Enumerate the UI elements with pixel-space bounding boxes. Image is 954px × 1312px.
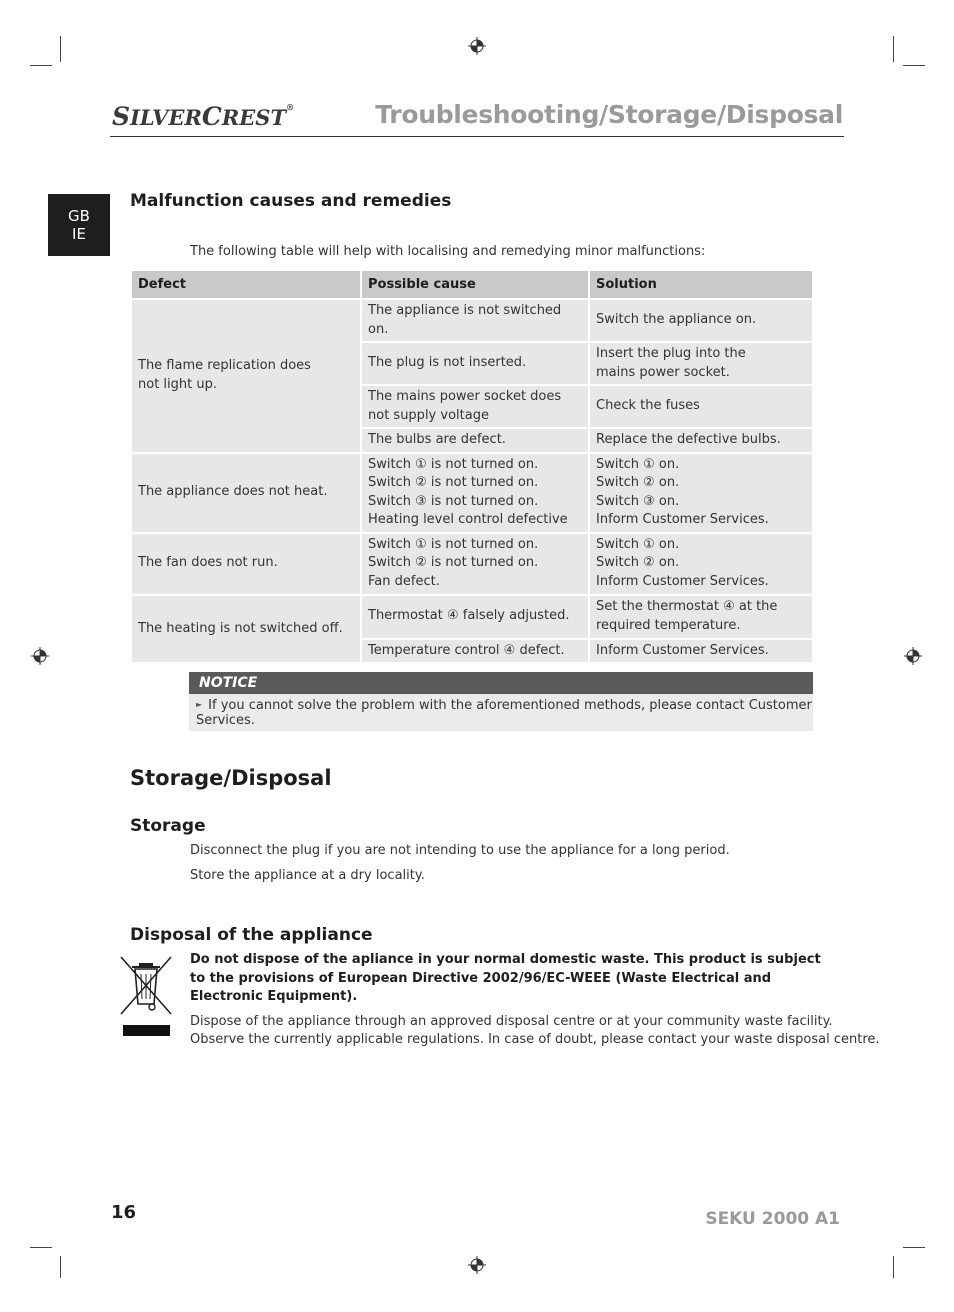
crop-mark	[60, 36, 61, 62]
crop-mark	[903, 1247, 925, 1248]
solution-cell: Set the thermostat ④ at the required temperature.	[589, 595, 813, 639]
model-name: SEKU 2000 A1	[705, 1209, 840, 1229]
notice-text-line	[189, 694, 813, 728]
registration-mark-icon	[468, 37, 486, 55]
defect-cell: The fan does not run.	[131, 533, 361, 595]
cause-cell: The appliance is not switched on.	[361, 299, 589, 342]
solution-cell: Check the fuses	[589, 385, 813, 428]
disposal-text: Observe the currently applicable regulations. In case of doubt, please contact your waste disposal centre.	[190, 1032, 880, 1047]
crop-mark	[30, 1247, 52, 1248]
solution-cell: Insert the plug into the mains power socket.	[589, 342, 813, 385]
cause-cell: Temperature control ④ defect.	[361, 639, 589, 664]
column-header: Possible cause	[361, 270, 589, 299]
solution-cell: Switch ① on. Switch ② on. Inform Customer Services.	[589, 533, 813, 595]
notice-box	[189, 672, 813, 731]
solution-cell: Switch the appliance on.	[589, 299, 813, 342]
header-divider	[110, 136, 844, 137]
cause-cell: Switch ① is not turned on. Switch ② is not turned on. Fan defect.	[361, 533, 589, 595]
notice-text: If you cannot solve the problem with the aforementioned methods, please contact Customer Services.	[196, 698, 812, 728]
storage-text: Store the appliance at a dry locality.	[190, 868, 425, 883]
cause-cell: The bulbs are defect.	[361, 428, 589, 453]
language-code: IE	[72, 225, 86, 243]
subheading-storage: Storage	[130, 816, 206, 836]
table-row	[131, 533, 813, 595]
subheading-disposal: Disposal of the appliance	[130, 925, 373, 945]
column-header: Solution	[589, 270, 813, 299]
solution-cell: Switch ① on. Switch ② on. Switch ③ on. Inform Customer Services.	[589, 453, 813, 533]
crop-mark	[30, 65, 52, 66]
defect-cell: The appliance does not heat.	[131, 453, 361, 533]
crop-mark	[893, 1256, 894, 1278]
notice-label: NOTICE	[189, 672, 813, 694]
language-code: GB	[68, 207, 90, 225]
defect-cell: The heating is not switched off.	[131, 595, 361, 664]
registration-mark-icon	[468, 1256, 486, 1274]
cause-cell: Thermostat ④ falsely adjusted.	[361, 595, 589, 639]
section-heading-malfunction: Malfunction causes and remedies	[130, 191, 452, 211]
solution-cell: Replace the defective bulbs.	[589, 428, 813, 453]
table-header-row	[131, 270, 813, 299]
language-tab	[48, 194, 110, 256]
page-number: 16	[111, 1202, 137, 1223]
disposal-warning: Do not dispose of the apliance in your normal domestic waste. This product is subject to the provisions of European Directive 2002/96/EC-WEEE (Waste Electrical and Electronic Equipment).	[190, 952, 821, 1004]
cause-cell: Switch ① is not turned on. Switch ② is not turned on. Switch ③ is not turned on. Heating level control defective	[361, 453, 589, 533]
storage-text: Disconnect the plug if you are not intending to use the appliance for a long period.	[190, 843, 730, 858]
cause-cell: The plug is not inserted.	[361, 342, 589, 385]
registration-mark-icon	[904, 647, 922, 665]
crop-mark	[893, 36, 894, 62]
registration-mark-icon	[31, 647, 49, 665]
solution-cell: Inform Customer Services.	[589, 639, 813, 664]
cause-cell: The mains power socket does not supply voltage	[361, 385, 589, 428]
malfunction-intro: The following table will help with localising and remedying minor malfunctions:	[190, 244, 706, 259]
crossed-out-wheelie-bin-icon	[118, 954, 174, 1038]
section-heading-storage-disposal: Storage/Disposal	[130, 766, 332, 790]
table-row	[131, 299, 813, 342]
crop-mark	[60, 1256, 61, 1278]
column-header: Defect	[131, 270, 361, 299]
brand-logo: SILVERCREST®	[112, 102, 295, 131]
page-title: Troubleshooting/Storage/Disposal	[375, 100, 843, 129]
defect-cell: The flame replication does not light up.	[131, 299, 361, 453]
table-row	[131, 453, 813, 533]
malfunction-table	[130, 269, 814, 664]
crop-mark	[903, 65, 925, 66]
arrow-bullet-icon: ►	[196, 700, 203, 709]
disposal-text: Dispose of the appliance through an approved disposal centre or at your community waste facility.	[190, 1014, 833, 1029]
table-row	[131, 595, 813, 639]
